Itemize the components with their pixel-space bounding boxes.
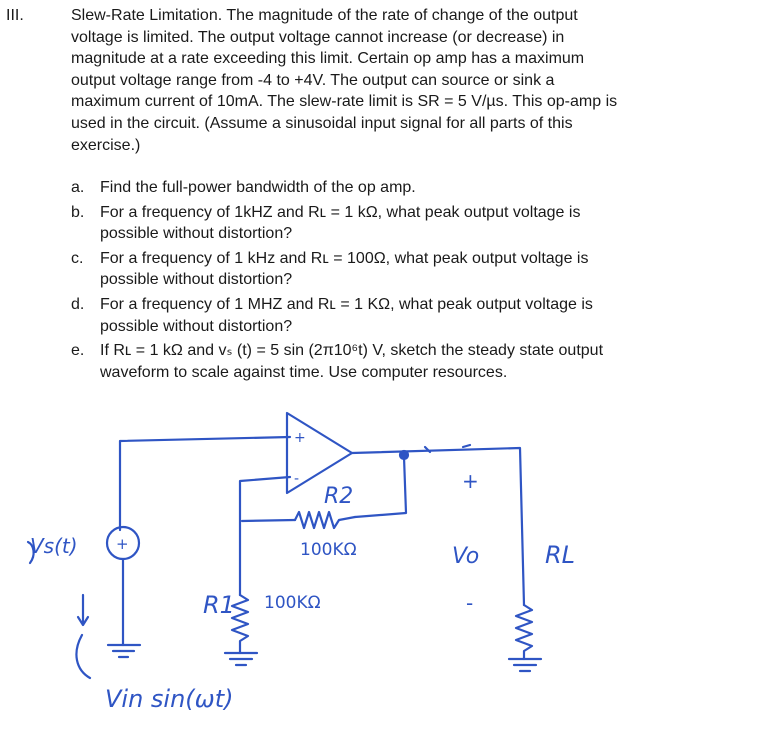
part-e (71, 340, 761, 383)
source-label: Vs(t) (30, 534, 78, 558)
r1-label: R1 (203, 591, 235, 619)
opamp-minus-label: - (294, 471, 300, 487)
part-text: For a frequency of 1kHZ and Rʟ = 1 kΩ, what peak output voltage is (100, 203, 581, 221)
problem-intro (71, 5, 761, 156)
section-number: III. (6, 7, 24, 24)
part-letter: e. (71, 342, 85, 360)
intro-line: magnitude at a rate exceeding this limit. Certain op amp has a maximum (71, 50, 585, 68)
part-text: If Rʟ = 1 kΩ and vₛ (t) = 5 sin (2π10⁶t) V, sketch the steady state output (100, 342, 604, 360)
vo-label: Vo (452, 544, 480, 569)
r1-value: 100KΩ (264, 593, 321, 613)
part-letter: b. (71, 203, 85, 221)
opamp-plus-label: + (294, 430, 306, 446)
intro-line: used in the circuit. (Assume a sinusoidal input signal for all parts of this (71, 114, 573, 132)
source-plus-label: + (116, 535, 129, 553)
intro-line: Slew-Rate Limitation. The magnitude of the rate of change of the output (71, 7, 578, 24)
intro-line: maximum current of 10mA. The slew-rate limit is SR = 5 V/µs. This op-amp is (71, 93, 618, 111)
circuit-labels (0, 395, 769, 744)
r2-label: R2 (324, 484, 354, 509)
part-text: For a frequency of 1 MHZ and Rʟ = 1 KΩ, what peak output voltage is (100, 295, 593, 313)
part-text: waveform to scale against time. Use computer resources. (100, 363, 508, 381)
part-a (71, 177, 761, 199)
part-b (71, 202, 761, 245)
part-d (71, 294, 761, 337)
part-c (71, 248, 761, 291)
part-text: For a frequency of 1 kHz and Rʟ = 100Ω, what peak output voltage is (100, 249, 589, 267)
intro-line: voltage is limited. The output voltage cannot increase (or decrease) in (71, 28, 565, 46)
part-text: possible without distortion? (100, 225, 293, 243)
part-text: Find the full-power bandwidth of the op amp. (100, 179, 416, 196)
rl-label: RL (545, 541, 576, 569)
r2-value: 100KΩ (300, 540, 357, 560)
part-letter: d. (71, 295, 85, 313)
part-text: possible without distortion? (100, 317, 293, 335)
intro-line: exercise.) (71, 136, 141, 154)
vo-plus-label: + (462, 469, 479, 493)
vo-minus-label: - (466, 591, 474, 615)
vin-label: Vin sin(ωt) (105, 685, 234, 713)
part-letter: c. (71, 249, 84, 267)
intro-line: output voltage range from -4 to +4V. The output can source or sink a (71, 71, 555, 89)
problem-parts-list (71, 177, 761, 386)
part-letter: a. (71, 179, 85, 196)
part-text: possible without distortion? (100, 271, 293, 289)
